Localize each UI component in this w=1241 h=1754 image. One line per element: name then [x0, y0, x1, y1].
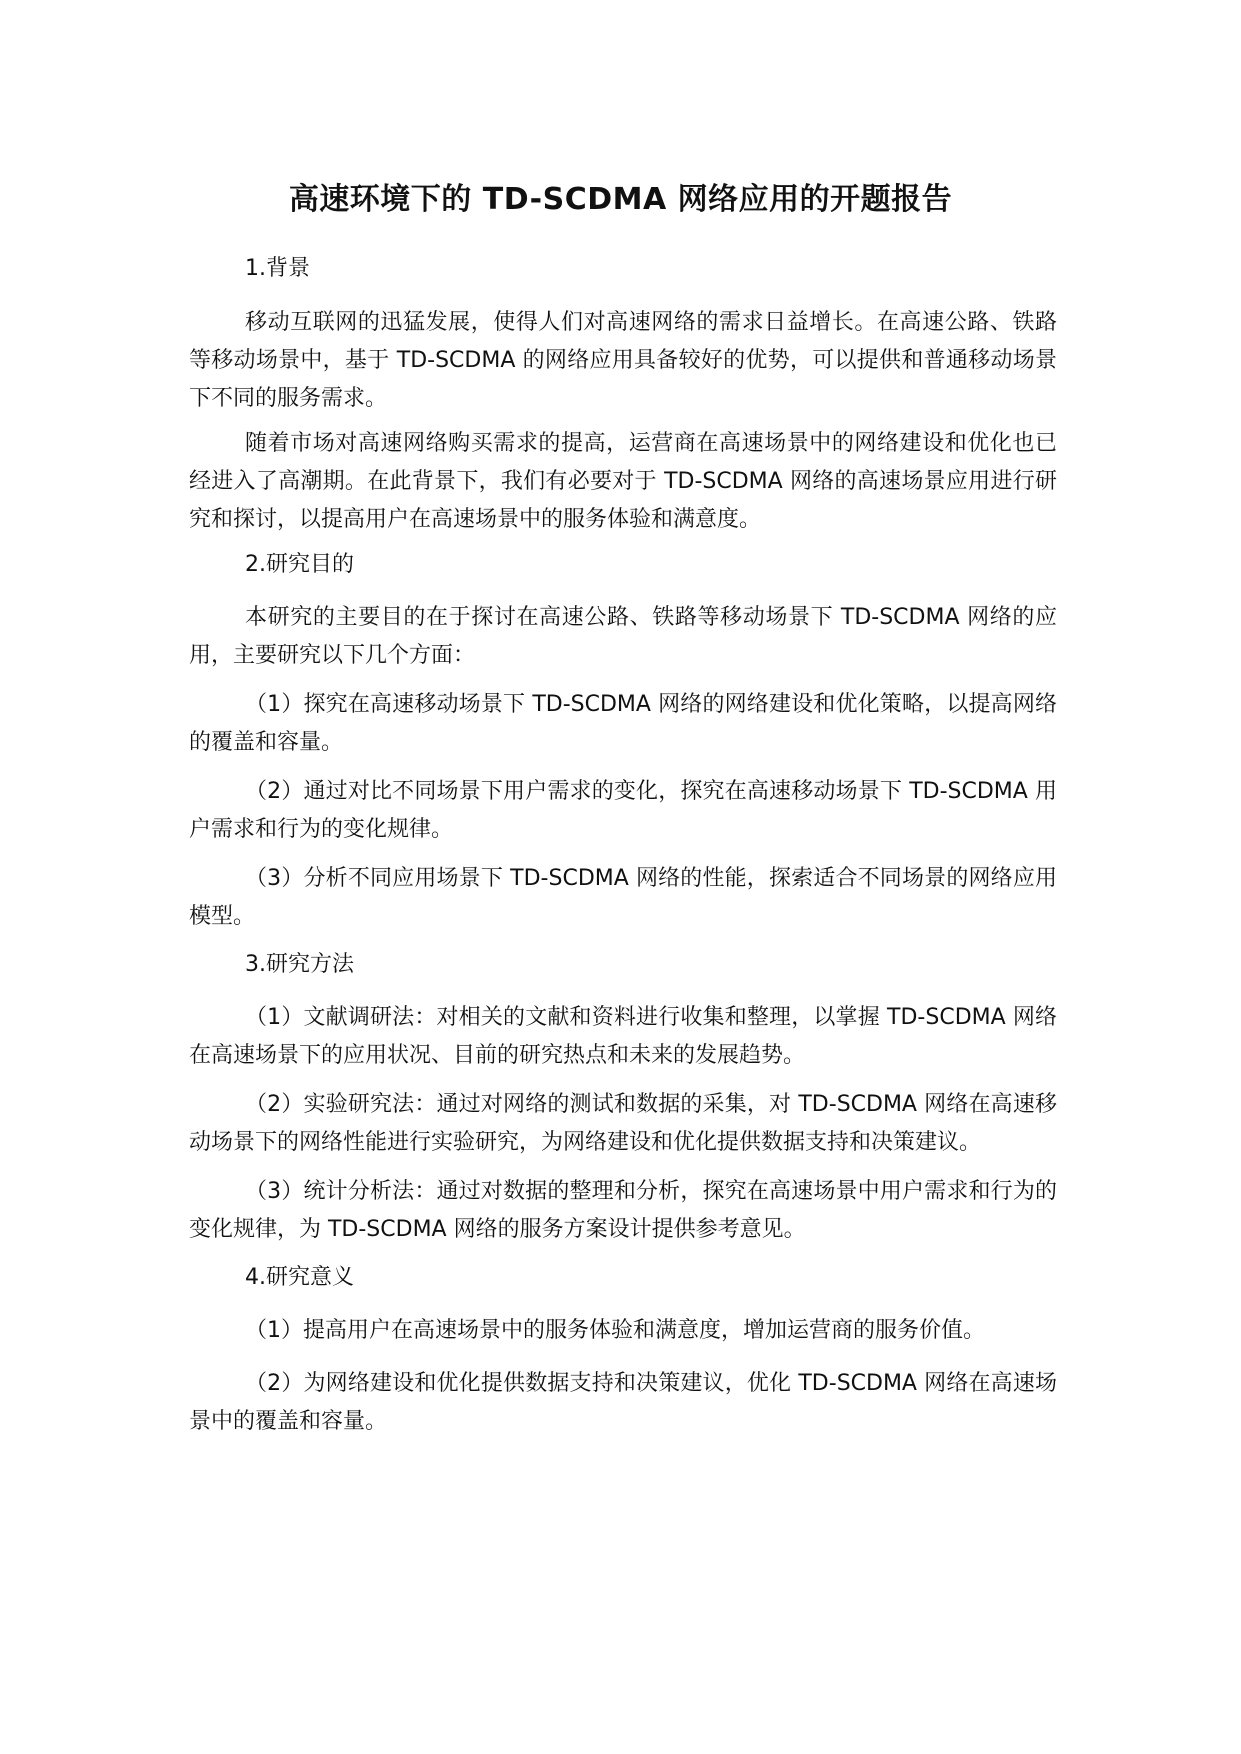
section-4-item-1: （1）提高用户在高速场景中的服务体验和满意度，增加运营商的服务价值。: [245, 1318, 985, 1343]
document-title: 高速环境下的 TD-SCDMA 网络应用的开题报告: [288, 182, 953, 217]
section-1-heading: 1.背景: [245, 256, 310, 281]
section-4-item-2: （2）为网络建设和优化提供数据支持和决策建议，优化 TD-SCDMA 网络在高速场景中的覆盖和容量。: [189, 1371, 1057, 1434]
section-2-item-1: （1）探究在高速移动场景下 TD-SCDMA 网络的网络建设和优化策略，以提高网络的覆盖和容量。: [189, 692, 1057, 755]
section-1-paragraph-2: 随着市场对高速网络购买需求的提高，运营商在高速场景中的网络建设和优化也已经进入了高潮期。在此背景下，我们有必要对于 TD-SCDMA 网络的高速场景应用进行研究和探讨，以提高用户在高速场景中的服务体验和满意度。: [189, 431, 1057, 532]
section-2-item-3: （3）分析不同应用场景下 TD-SCDMA 网络的性能，探索适合不同场景的网络应用模型。: [189, 866, 1057, 929]
section-1-paragraph-1: 移动互联网的迅猛发展，使得人们对高速网络的需求日益增长。在高速公路、铁路等移动场景中，基于 TD-SCDMA 的网络应用具备较好的优势，可以提供和普通移动场景下不同的服务需求。: [189, 310, 1057, 411]
section-3-item-1: （1）文献调研法：对相关的文献和资料进行收集和整理，以掌握 TD-SCDMA 网络在高速场景下的应用状况、目前的研究热点和未来的发展趋势。: [189, 1005, 1057, 1068]
section-3-item-3: （3）统计分析法：通过对数据的整理和分析，探究在高速场景中用户需求和行为的变化规律，为 TD-SCDMA 网络的服务方案设计提供参考意见。: [189, 1179, 1057, 1242]
section-2-item-2: （2）通过对比不同场景下用户需求的变化，探究在高速移动场景下 TD-SCDMA 用户需求和行为的变化规律。: [189, 779, 1057, 842]
section-3-item-2: （2）实验研究法：通过对网络的测试和数据的采集，对 TD-SCDMA 网络在高速移动场景下的网络性能进行实验研究，为网络建设和优化提供数据支持和决策建议。: [189, 1092, 1057, 1155]
section-2-intro: 本研究的主要目的在于探讨在高速公路、铁路等移动场景下 TD-SCDMA 网络的应用，主要研究以下几个方面：: [189, 605, 1057, 668]
section-2-heading: 2.研究目的: [245, 552, 354, 577]
section-4-heading: 4.研究意义: [245, 1265, 354, 1290]
section-3-heading: 3.研究方法: [245, 952, 354, 977]
